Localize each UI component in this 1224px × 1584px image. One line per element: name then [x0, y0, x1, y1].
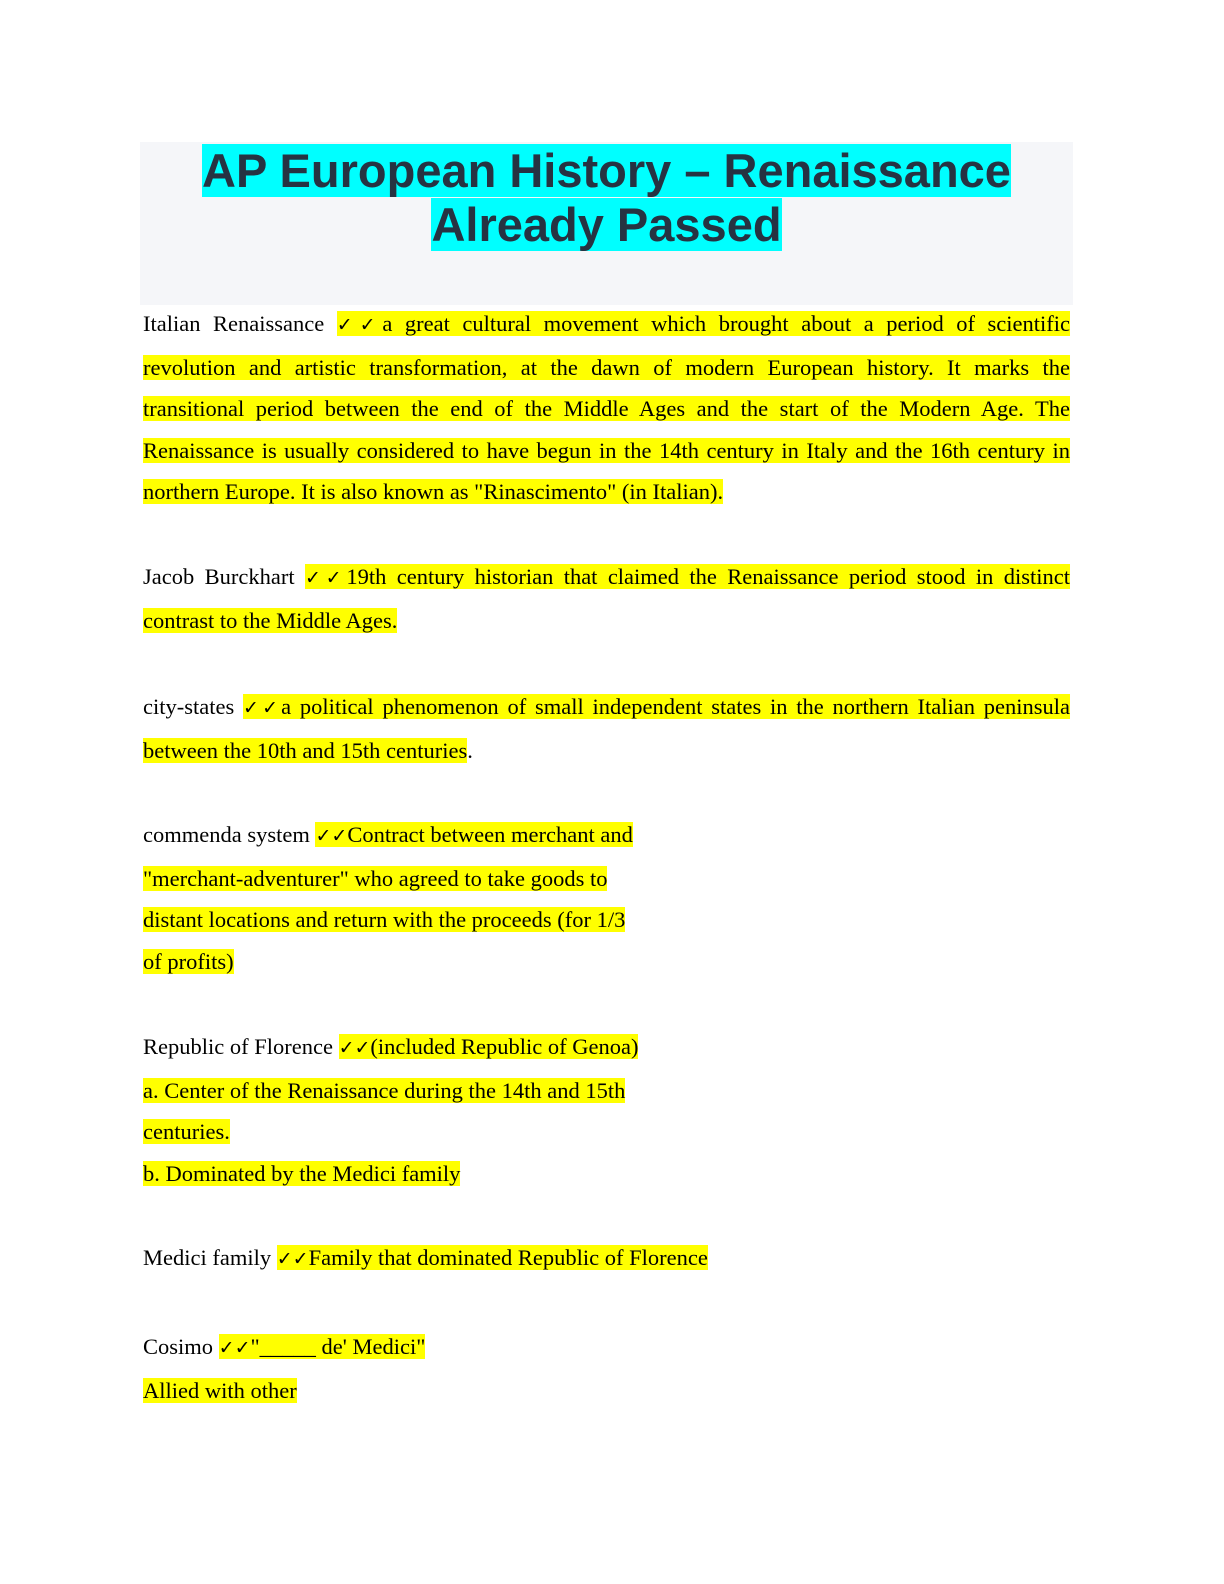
entry-line-2: a. Center of the Renaissance during the 14th and 15th [143, 1077, 626, 1103]
checkmark-icon: ✓✓ [218, 1337, 251, 1359]
checkmark-icon: ✓✓ [276, 1248, 309, 1270]
entry-italian-renaissance [143, 303, 1070, 513]
entry-term: Republic of Florence [143, 1034, 333, 1059]
entry-line-4: of profits) [143, 948, 234, 974]
entry-line-4: b. Dominated by the Medici family [143, 1160, 461, 1186]
entry-medici-family [143, 1237, 708, 1281]
entry-term: commenda system [143, 822, 310, 847]
entry-line-1: Medici family ✓✓Family that dominated Republic of Florence [143, 1245, 708, 1270]
checkmark-icon: ✓✓ [243, 697, 282, 719]
entry-definition: ✓✓19th century historian that claimed the Renaissance period stood in distinct contrast to the Middle Ages. [143, 564, 1071, 633]
entry-definition: ✓✓a great cultural movement which brought about a period of scientific revolution and artistic transformation, at the dawn of modern European history. It marks the transitional period between the end of the Middle Ages and the start of the Modern Age. The Renaissance is usually considered to have begun in the 14th century in Italy and the 16th century in northern Europe. It is also known as "Rinascimento" (in Italian). [143, 311, 1070, 504]
checkmark-icon: ✓✓ [336, 314, 383, 336]
entry-line-1: Republic of Florence ✓✓(included Republic of Genoa) [143, 1034, 639, 1059]
document-title [140, 142, 1073, 252]
entry-line-1: Cosimo ✓✓"_____ de' Medici" [143, 1334, 426, 1359]
entry-cosimo [143, 1326, 425, 1411]
entry-definition: ✓✓a political phenomenon of small independent states in the northern Italian peninsula between the 10th and 15th centuries [143, 694, 1071, 763]
entry-line-2: "merchant-adventurer" who agreed to take goods to [143, 865, 608, 891]
checkmark-icon: ✓✓ [304, 567, 347, 589]
title-banner [140, 142, 1073, 305]
entry-line-3: centuries. [143, 1119, 230, 1144]
entry-republic-of-florence [143, 1026, 638, 1194]
entry-jacob-burckhart [143, 556, 1070, 641]
title-line-2: Already Passed [431, 198, 782, 251]
entry-trailing-punctuation: . [467, 737, 473, 763]
entry-term: Italian Renaissance [143, 311, 325, 336]
entry-line-2: Allied with other [143, 1377, 297, 1403]
entry-term: Medici family [143, 1245, 272, 1270]
entry-term: Jacob Burckhart [143, 564, 295, 589]
entry-line-3: distant locations and return with the proceeds (for 1/3 [143, 907, 626, 932]
entry-line-1: commenda system ✓✓Contract between merchant and [143, 822, 633, 847]
entry-term: city-states [143, 694, 235, 719]
checkmark-icon: ✓✓ [338, 1037, 371, 1059]
entry-city-states [143, 686, 1070, 771]
entry-term: Cosimo [143, 1334, 214, 1359]
checkmark-icon: ✓✓ [315, 825, 348, 847]
title-line-1: AP European History – Renaissance [202, 144, 1011, 197]
entry-commenda-system [143, 814, 633, 982]
